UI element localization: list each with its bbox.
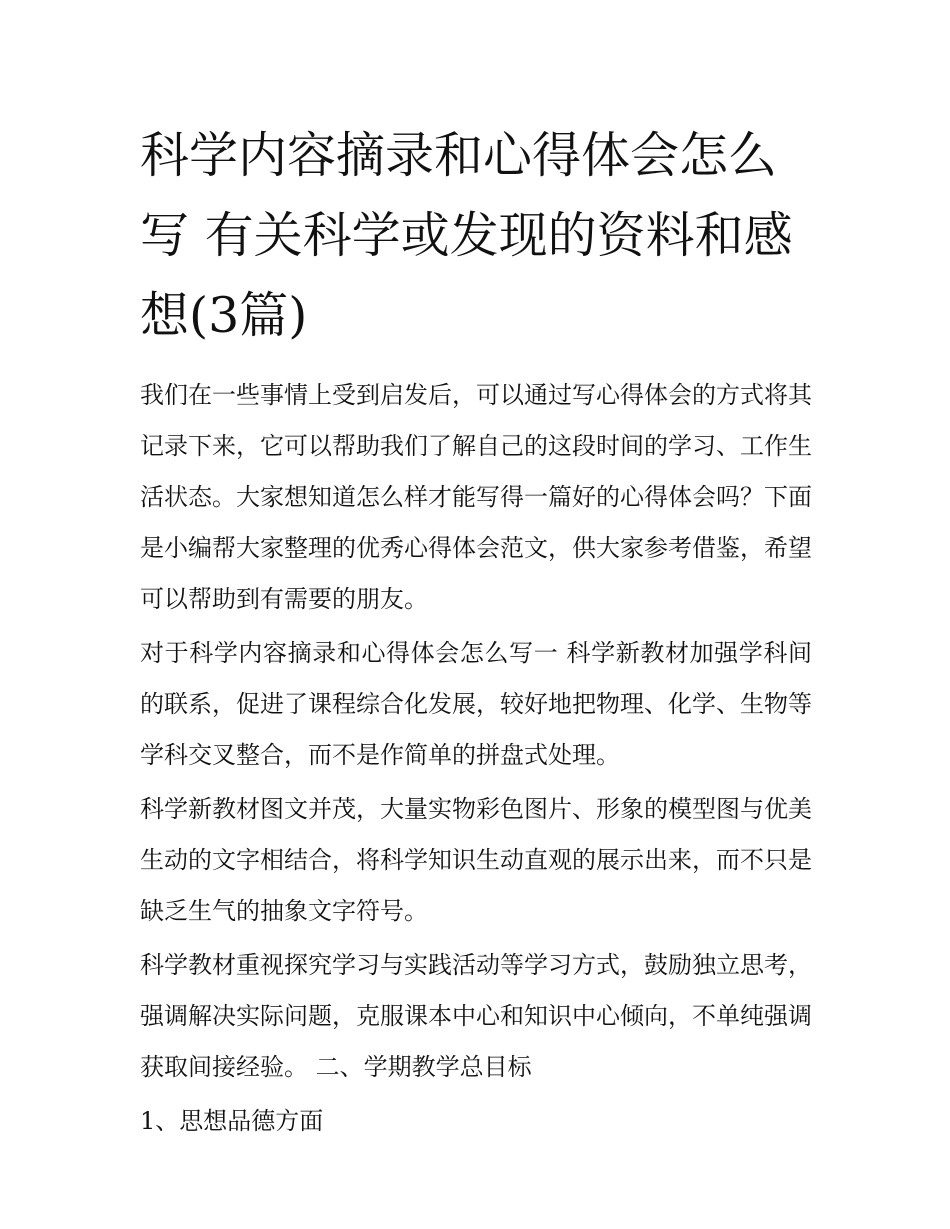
section-heading: 1、思想品德方面 [140, 1107, 324, 1135]
document-page [140, 116, 812, 1147]
paragraph-2: 科学新教材图文并茂，大量实物彩色图片、形象的模型图与优美生动的文字相结合，将科学知识生动直观的展示出来，而不只是缺乏生气的抽象文字符号。 [140, 795, 812, 925]
paragraph-3: 科学教材重视探究学习与实践活动等学习方式，鼓励独立思考，强调解决实际问题，克服课本中心和知识中心倾向，不单纯强调获取间接经验。 二、学期教学总目标 [140, 951, 812, 1081]
document-title: 科学内容摘录和心得体会怎么写 有关科学或发现的资料和感想(3篇) [140, 127, 793, 344]
paragraph-1: 对于科学内容摘录和心得体会怎么写一 科学新教材加强学科间的联系，促进了课程综合化发展，较好地把物理、化学、生物等学科交叉整合，而不是作简单的拼盘式处理。 [140, 639, 812, 769]
paragraph-intro: 我们在一些事情上受到启发后，可以通过写心得体会的方式将其记录下来，它可以帮助我们了解自己的这段时间的学习、工作生活状态。大家想知道怎么样才能写得一篇好的心得体会吗？下面是小编帮大家整理的优秀心得体会范文，供大家参考借鉴，希望可以帮助到有需要的朋友。 [140, 381, 812, 613]
